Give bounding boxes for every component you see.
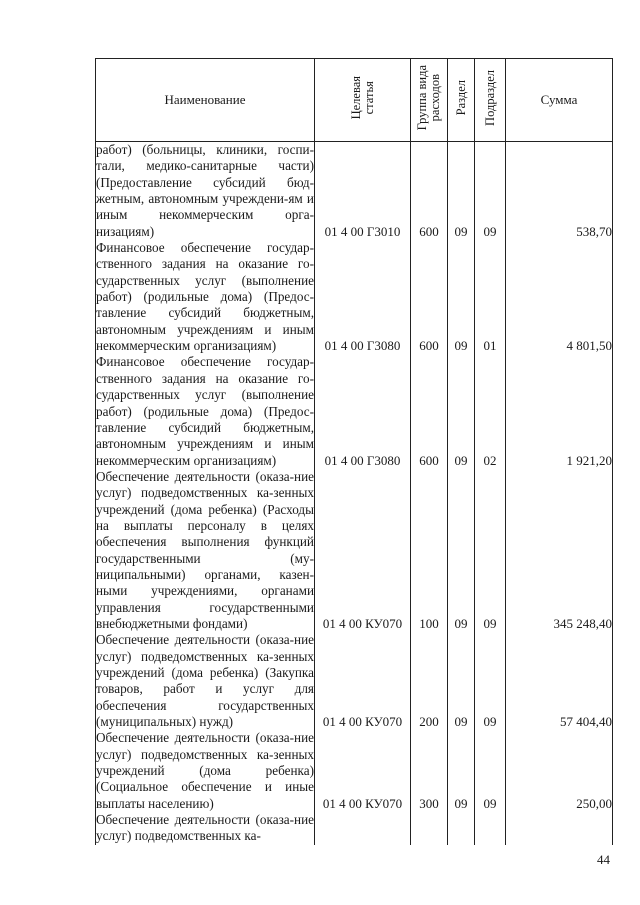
- row-razdel: 09: [448, 730, 475, 812]
- row-name: Обеспечение деятельности (оказа-ние услуг) подведомственных ка-зенных учреждений (дома ребенка) (Расходы на выплаты персоналу в целях обеспечения выполнения функций государственными (му-ниципальными) органами, казен-ными учреждениями, органами управления государственными внебюджетными фондами): [96, 468, 314, 631]
- table-row: [96, 142, 613, 241]
- row-article: 01 4 00 Г3010: [315, 142, 411, 241]
- header-group: [411, 59, 448, 142]
- row-name: Финансовое обеспечение государ-ственного задания на оказание го-сударственных услуг (выполнение работ) (родильные дома) (Предос-тавление субсидий бюджетным, автономным учреждениям и иным некоммерческим организациям): [96, 354, 314, 468]
- row-group: 200: [411, 632, 448, 730]
- row-podrazdel: 09: [475, 632, 506, 730]
- row-article: 01 4 00 КУ070: [315, 730, 411, 812]
- budget-table: [95, 58, 613, 845]
- row-razdel: 09: [448, 240, 475, 354]
- row-sum: 538,70: [506, 142, 613, 241]
- table-row: [96, 812, 613, 845]
- row-sum: 4 801,50: [506, 240, 613, 354]
- row-group: 100: [411, 469, 448, 632]
- row-group: 600: [411, 240, 448, 354]
- row-razdel: [448, 812, 475, 845]
- row-podrazdel: 09: [475, 142, 506, 241]
- header-podrazdel-label: Подраздел: [482, 70, 497, 126]
- row-name: Обеспечение деятельности (оказа-ние услуг) подведомственных ка-зенных учреждений (дома ребенка) (Социальное обеспечение и иные выплаты населению): [96, 730, 314, 811]
- row-podrazdel: 09: [475, 469, 506, 632]
- header-sum: Сумма: [506, 59, 613, 142]
- row-sum: 57 404,40: [506, 632, 613, 730]
- table-row: [96, 730, 613, 812]
- row-group: 600: [411, 142, 448, 241]
- row-sum: 1 921,20: [506, 354, 613, 468]
- table-header-row: [96, 59, 613, 142]
- row-group: 600: [411, 354, 448, 468]
- header-group-label: Группа вида расходов: [415, 65, 442, 131]
- row-razdel: 09: [448, 469, 475, 632]
- row-podrazdel: 01: [475, 240, 506, 354]
- header-razdel: [448, 59, 475, 142]
- row-sum: 250,00: [506, 730, 613, 812]
- row-razdel: 09: [448, 632, 475, 730]
- row-podrazdel: 09: [475, 730, 506, 812]
- row-name: Финансовое обеспечение государ-ственного задания на оказание го-сударственных услуг (выполнение работ) (родильные дома) (Предос-тавление субсидий бюджетным, автономным учреждениям и иным некоммерческим организациям): [96, 240, 314, 354]
- header-name: Наименование: [96, 59, 315, 142]
- table-row: [96, 354, 613, 468]
- row-article: 01 4 00 КУ070: [315, 469, 411, 632]
- header-podrazdel: [475, 59, 506, 142]
- row-article: 01 4 00 Г3080: [315, 240, 411, 354]
- row-article: 01 4 00 КУ070: [315, 632, 411, 730]
- row-sum: [506, 812, 613, 845]
- row-article: [315, 812, 411, 845]
- header-razdel-label: Раздел: [453, 80, 468, 116]
- table-row: [96, 632, 613, 730]
- row-razdel: 09: [448, 354, 475, 468]
- row-podrazdel: [475, 812, 506, 845]
- row-group: 300: [411, 730, 448, 812]
- page-number: 44: [597, 852, 610, 867]
- row-sum: 345 248,40: [506, 469, 613, 632]
- table-row: [96, 469, 613, 632]
- row-razdel: 09: [448, 142, 475, 241]
- header-article: [315, 59, 411, 142]
- row-article: 01 4 00 Г3080: [315, 354, 411, 468]
- header-article-label: Целевая статья: [348, 76, 376, 120]
- row-name: Обеспечение деятельности (оказа-ние услуг) подведомственных ка-зенных учреждений (дома ребенка) (Закупка товаров, работ и услуг для обеспечения государственных (муниципальных) нужд): [96, 632, 314, 730]
- row-name: Обеспечение деятельности (оказа-ние услуг) подведомственных ка-: [96, 812, 314, 844]
- table-row: [96, 240, 613, 354]
- row-group: [411, 812, 448, 845]
- row-podrazdel: 02: [475, 354, 506, 468]
- row-name: работ) (больницы, клиники, госпи-тали, медико-санитарные части) (Предоставление субсидий бюд-жетным, автономным учреждени-ям и иным некоммерческим орга-низациям): [96, 142, 314, 239]
